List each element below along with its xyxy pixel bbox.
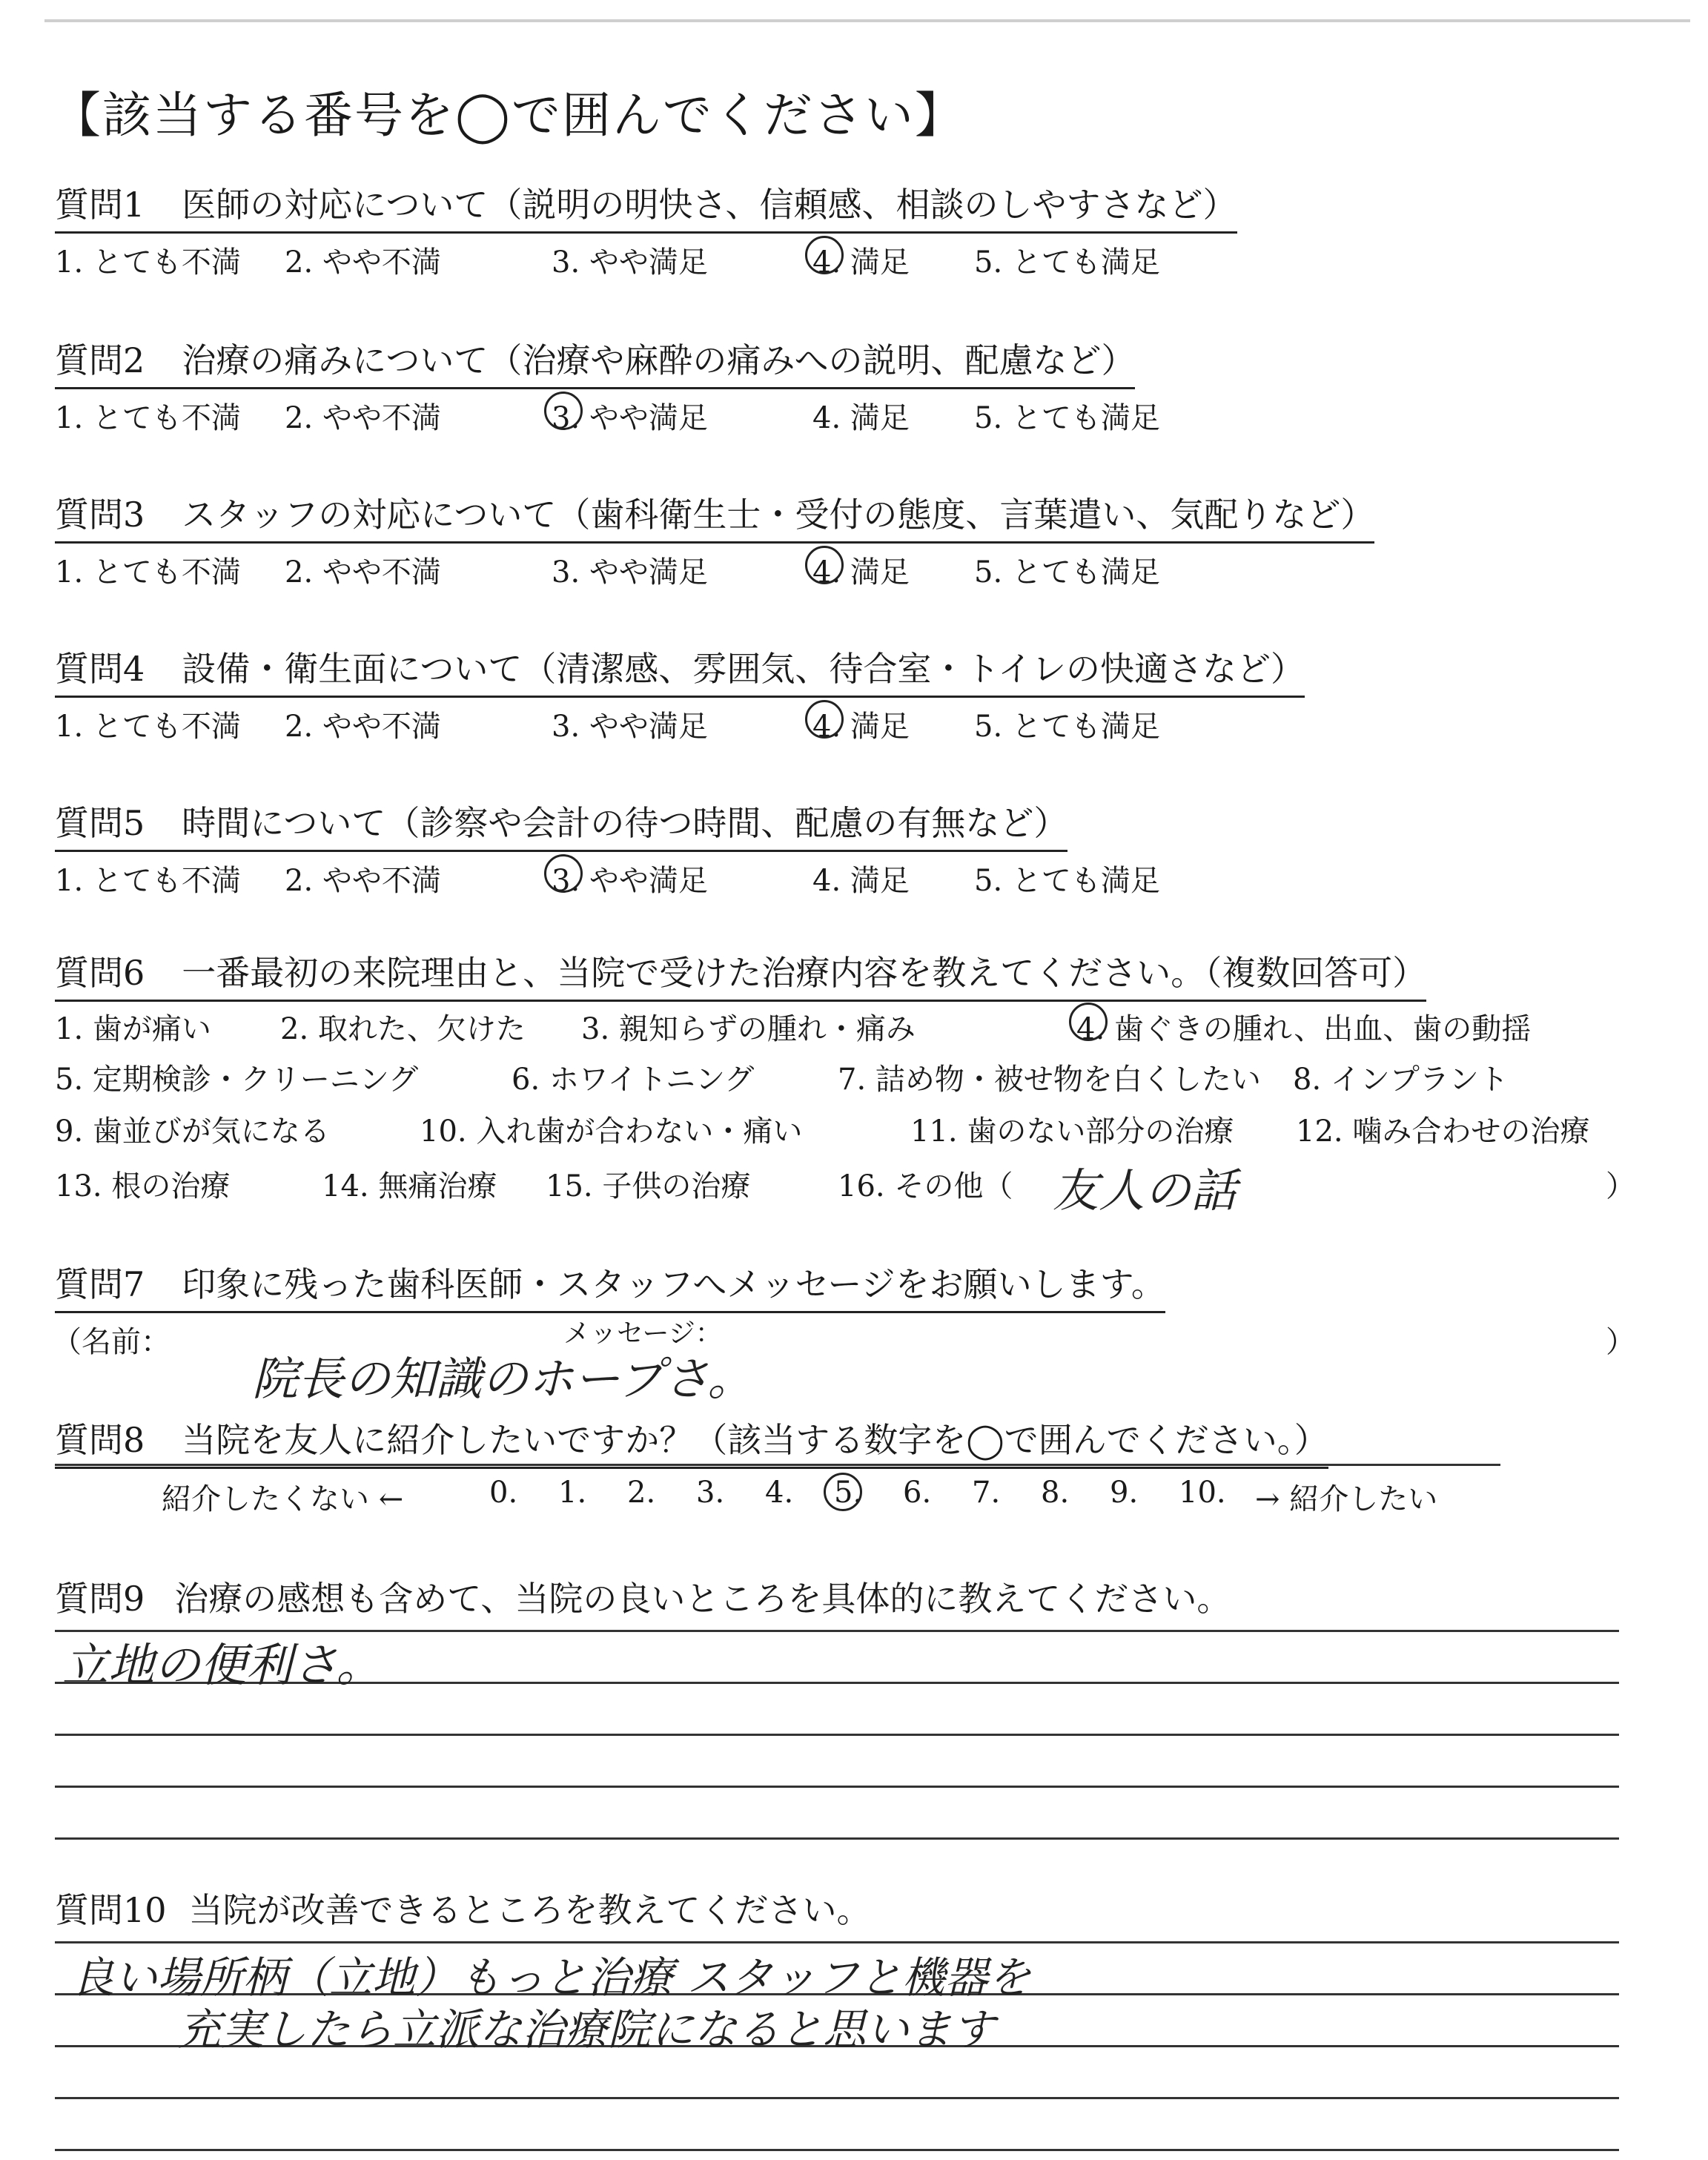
q6-option[interactable]: 8. インプラント	[1293, 1063, 1509, 1097]
question-5-title: 質問5 時間について（診察や会計の待つ時間、配慮の有無など）	[55, 796, 1068, 852]
question-4-title: 質問4 設備・衛生面について（清潔感、雰囲気、待合室・トイレの快適さなど）	[55, 642, 1305, 698]
rating-option-1[interactable]: 1. とても不満	[55, 864, 241, 898]
q7-answer: 院長の知識のホープさ。	[252, 1352, 754, 1406]
selected-circle-mark	[805, 700, 844, 739]
q8-scale-option[interactable]: 5.	[834, 1476, 863, 1510]
question-1-title: 質問1 医師の対応について（説明の明快さ、信頼感、相談のしやすさなど）	[55, 178, 1237, 234]
q9-line-3	[55, 1734, 1619, 1736]
q6-option[interactable]: 5. 定期検診・クリーニング	[55, 1063, 419, 1097]
question-10	[55, 1883, 871, 1932]
q7-name-label: （名前：	[52, 1325, 171, 1359]
question-2-title: 質問2 治療の痛みについて（治療や麻酔の痛みへの説明、配慮など）	[55, 334, 1135, 389]
rating-option-5[interactable]: 5. とても満足	[974, 401, 1160, 435]
question-3-title: 質問3 スタッフの対応について（歯科衛生士・受付の態度、言葉遣い、気配りなど）	[55, 488, 1374, 544]
rating-option-2[interactable]: 2. やや不満	[285, 864, 441, 898]
rating-option-2[interactable]: 2. やや不満	[285, 245, 441, 280]
q6-option[interactable]: 14. 無痛治療	[322, 1169, 497, 1203]
rating-option-3[interactable]: 3. やや満足	[552, 401, 708, 435]
question-8	[55, 1413, 1328, 1469]
q6-other-answer: 友人の話	[1053, 1163, 1237, 1218]
q6-option[interactable]: 4. 歯ぐきの腫れ、出血、歯の動揺	[1076, 1012, 1532, 1046]
rating-option-3[interactable]: 3. やや満足	[552, 555, 708, 589]
rating-option-4[interactable]: 4. 満足	[812, 710, 910, 744]
rating-option-2[interactable]: 2. やや不満	[285, 555, 441, 589]
q8-selected-circle-mark	[824, 1473, 862, 1511]
question-6-title: 質問6 一番最初の来院理由と、当院で受けた治療内容を教えてください。（複数回答可）	[55, 946, 1426, 1002]
question-1	[55, 178, 1237, 280]
rating-option-3[interactable]: 3. やや満足	[552, 864, 708, 898]
q6-option[interactable]: 2. 取れた、欠けた	[280, 1012, 526, 1046]
question-7	[55, 1258, 1165, 1313]
q8-left-label: 紹介したくない ←	[162, 1482, 404, 1516]
q6-option[interactable]: 13. 根の治療	[55, 1169, 231, 1203]
q6-option[interactable]: 10. 入れ歯が合わない・痛い	[420, 1114, 803, 1149]
q8-scale-option[interactable]: 0.	[489, 1476, 518, 1510]
q8-underline	[55, 1464, 1500, 1466]
rating-option-4[interactable]: 4. 満足	[812, 864, 910, 898]
q6-option[interactable]: 9. 歯並びが気になる	[55, 1114, 330, 1149]
q8-scale-option[interactable]: 1.	[558, 1476, 587, 1510]
q6-close-paren: ）	[1606, 1169, 1635, 1203]
q7-close-paren: ）	[1606, 1325, 1635, 1359]
rating-option-5[interactable]: 5. とても満足	[974, 555, 1160, 589]
q10-answer-line-1: 良い場所柄（立地）もっと治療 スタッフと機器を	[71, 1952, 1031, 2003]
q8-scale-option[interactable]: 8.	[1041, 1476, 1070, 1510]
q6-option[interactable]: 16. その他（	[838, 1169, 1013, 1203]
q8-scale-option[interactable]: 2.	[627, 1476, 656, 1510]
question-8-title: 質問8 当院を友人に紹介したいですか？（該当する数字を◯で囲んでください。）	[55, 1413, 1328, 1469]
rating-option-4[interactable]: 4. 満足	[812, 555, 910, 589]
q6-option[interactable]: 12. 噛み合わせの治療	[1296, 1114, 1590, 1149]
rating-option-3[interactable]: 3. やや満足	[552, 710, 708, 744]
question-6	[55, 946, 1426, 1002]
selected-circle-mark	[805, 236, 844, 274]
selected-circle-mark	[805, 546, 844, 584]
question-10-title: 質問10 当院が改善できるところを教えてください。	[55, 1890, 871, 1930]
question-2	[55, 334, 1160, 435]
question-3	[55, 488, 1375, 589]
q8-scale-option[interactable]: 7.	[972, 1476, 1001, 1510]
rating-option-4[interactable]: 4. 満足	[812, 245, 910, 280]
rating-option-1[interactable]: 1. とても不満	[55, 555, 241, 589]
rating-option-3[interactable]: 3. やや満足	[552, 245, 708, 280]
q9-line-5	[55, 1837, 1619, 1840]
q6-option[interactable]: 6. ホワイトニング	[512, 1063, 755, 1097]
q8-scale-option[interactable]: 4.	[765, 1476, 794, 1510]
q6-option[interactable]: 7. 詰め物・被せ物を白くしたい	[838, 1063, 1261, 1097]
q9-line-4	[55, 1786, 1619, 1788]
question-9-title: 質問9 治療の感想も含めて、当院の良いところを具体的に教えてください。	[55, 1579, 1231, 1619]
rating-option-1[interactable]: 1. とても不満	[55, 710, 241, 744]
q6-option[interactable]: 1. 歯が痛い	[55, 1012, 211, 1046]
rating-option-5[interactable]: 5. とても満足	[974, 245, 1160, 280]
q6-option[interactable]: 15. 子供の治療	[546, 1169, 751, 1203]
page-header: 【該当する番号を◯で囲んでください】	[52, 87, 965, 144]
q6-selected-circle-mark	[1069, 1003, 1108, 1041]
rating-option-4[interactable]: 4. 満足	[812, 401, 910, 435]
q8-scale-option[interactable]: 10.	[1179, 1476, 1226, 1510]
rating-option-1[interactable]: 1. とても不満	[55, 245, 241, 280]
question-4	[55, 642, 1305, 744]
q9-answer: 立地の便利さ。	[62, 1638, 383, 1692]
rating-option-5[interactable]: 5. とても満足	[974, 864, 1160, 898]
q10-line-4	[55, 2097, 1619, 2099]
q8-scale-option[interactable]: 3.	[696, 1476, 725, 1510]
q6-option[interactable]: 3. 親知らずの腫れ・痛み	[581, 1012, 916, 1046]
rating-option-2[interactable]: 2. やや不満	[285, 710, 441, 744]
q8-scale-option[interactable]: 9.	[1110, 1476, 1139, 1510]
q8-right-label: → 紹介したい	[1255, 1482, 1438, 1516]
q7-message-label: メッセージ：	[563, 1318, 722, 1349]
question-7-title: 質問7 印象に残った歯科医師・スタッフへメッセージをお願いします。	[55, 1258, 1165, 1313]
q8-scale-option[interactable]: 6.	[903, 1476, 932, 1510]
selected-circle-mark	[544, 392, 583, 430]
question-5	[55, 796, 1160, 898]
q10-line-5	[55, 2149, 1619, 2151]
selected-circle-mark	[544, 854, 583, 893]
rating-option-2[interactable]: 2. やや不満	[285, 401, 441, 435]
rating-option-1[interactable]: 1. とても不満	[55, 401, 241, 435]
q10-answer-line-2: 充実したら立派な治療院になると思います	[178, 2004, 996, 2055]
question-9	[55, 1572, 1231, 1621]
top-border	[44, 19, 1690, 22]
rating-option-5[interactable]: 5. とても満足	[974, 710, 1160, 744]
q6-option[interactable]: 11. 歯のない部分の治療	[910, 1114, 1234, 1149]
